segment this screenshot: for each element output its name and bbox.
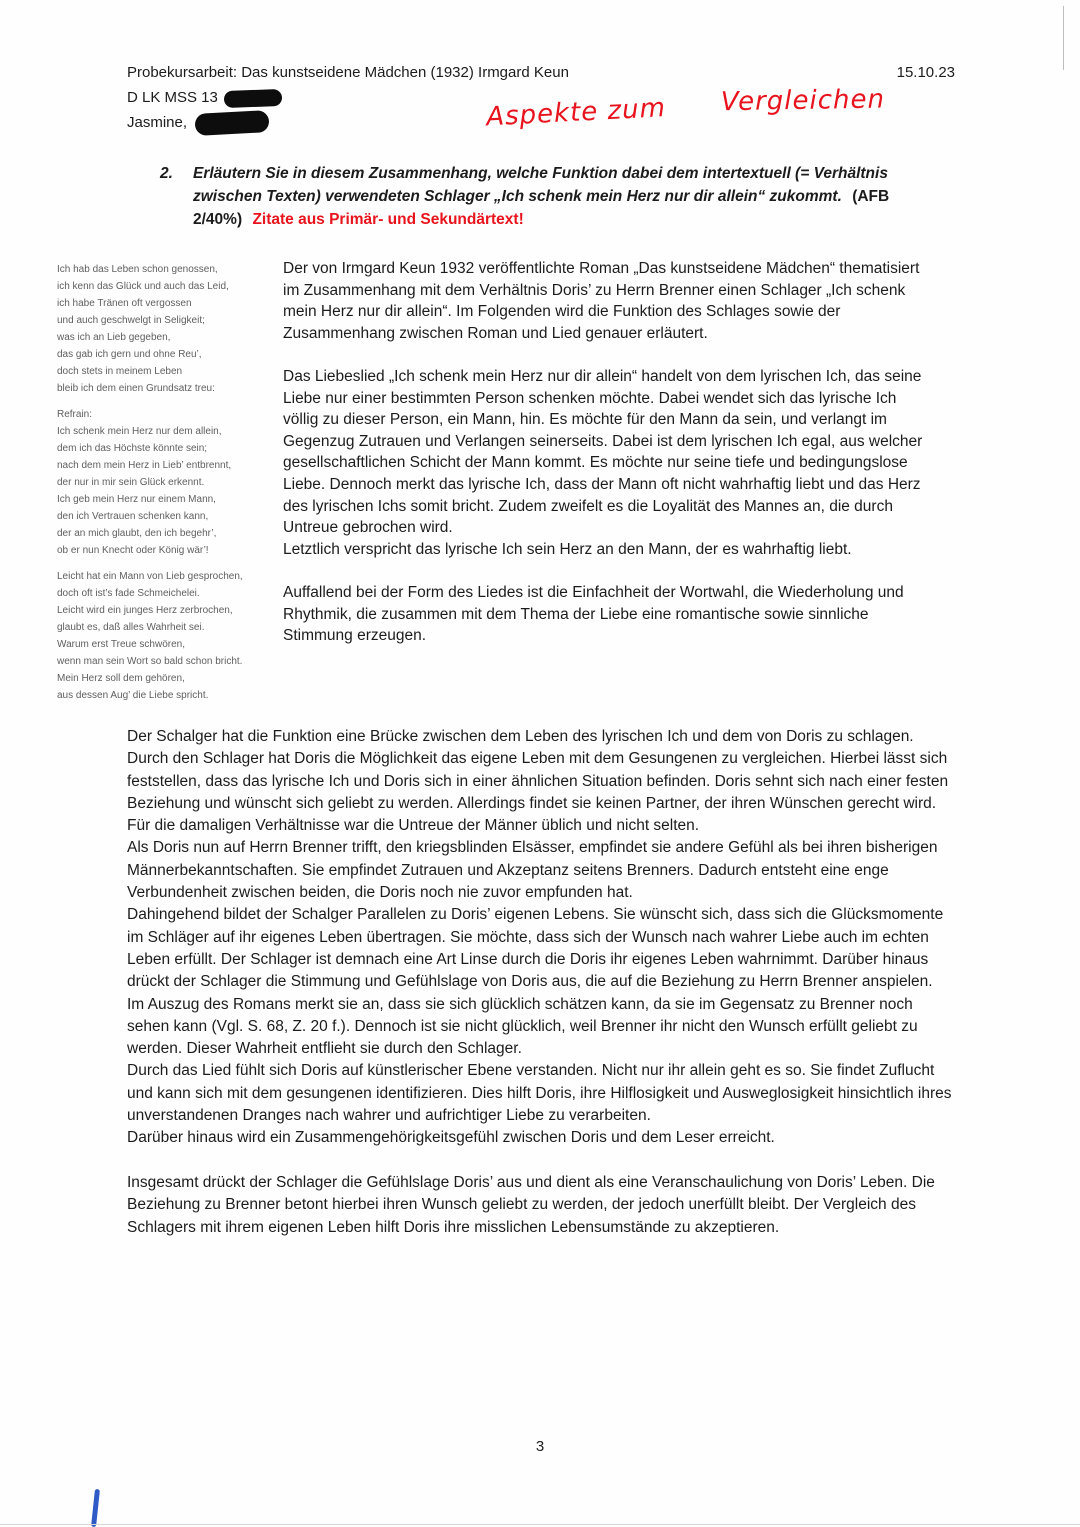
- lyric-line: wenn man sein Wort so bald schon bricht.: [57, 656, 243, 667]
- lyric-line: doch stets in meinem Leben: [57, 366, 183, 377]
- essay-paragraph: [127, 1150, 957, 1172]
- essay-paragraph: [283, 344, 925, 366]
- lyric-line: das gab ich gern und ohne Reu’,: [57, 349, 202, 360]
- lyric-line: und auch geschwelgt in Seligkeit;: [57, 315, 205, 326]
- lyric-line: den ich Vertrauen schenken kann,: [57, 511, 209, 522]
- lyric-line: Ich hab das Leben schon genossen,: [57, 264, 218, 275]
- song-lyrics: [57, 261, 275, 704]
- lyric-line: Refrain:: [57, 409, 93, 420]
- essay-paragraph: Insgesamt drückt der Schlager die Gefühlslage Doris’ aus und dient als eine Veranschaulichung von Doris’ Leben. Die Beziehung zu Brenner betont hierbei ihren Wunsch geliebt zu werden, der jedoch unerfüllt bleibt. Der Vergleich des Schlagers mit ihrem eigenen Leben hilft Doris ihre misslichen Lebensumstände zu akzeptieren.: [127, 1173, 935, 1236]
- essay-paragraph: Durch das Lied fühlt sich Doris auf künstlerischer Ebene verstanden. Nicht nur ihr allein geht es so. Sie findet Zuflucht und kann sich mit dem gesungenen identifizieren. Dies hilft Doris, ihre Hilflosigkeit und Ausweglosigkeit hinsichtlich ihres unverstandenen Dranges nach wahrer und aufrichtiger Liebe zu verarbeiten.: [127, 1062, 952, 1125]
- lyric-line: doch oft ist’s fade Schmeichelei.: [57, 588, 200, 599]
- essay-full-width: [127, 726, 957, 1239]
- essay-paragraph: Letztlich verspricht das lyrische Ich sein Herz an den Mann, der es wahrhaftig liebt.: [283, 540, 852, 558]
- lyric-line: Leicht wird ein junges Herz zerbrochen,: [57, 605, 233, 616]
- essay-column: [283, 258, 925, 647]
- scan-artifact-bottom: [0, 1524, 1080, 1525]
- lyric-line: was ich an Lieb gegeben,: [57, 332, 171, 343]
- essay-paragraph: Auffallend bei der Form des Liedes ist die Einfachheit der Wortwahl, die Wiederholung und Rhythmik, die zusammen mit dem Thema der Liebe eine romantische sowie sinnliche Stimmung erzeugen.: [283, 583, 904, 645]
- essay-paragraph: Im Auszug des Romans merkt sie an, dass sie sich glücklich schätzen kann, da sie im Gegensatz zu Brenner noch sehen kann (Vgl. S. 68, Z. 20 f.). Dennoch ist sie nicht glücklich, weil Brenner ihr nicht den Wunsch erfüllt geliebt zu werden. Dieser Wahrheit entflieht sie durch den Schlager.: [127, 995, 918, 1058]
- lyric-line: Warum erst Treue schwören,: [57, 639, 186, 650]
- pen-mark: [91, 1489, 100, 1527]
- lyric-line: Leicht hat ein Mann von Lieb gesprochen,: [57, 571, 243, 582]
- essay-paragraph: Dahingehend bildet der Schalger Parallelen zu Doris’ eigenen Lebens. Sie wünscht sich, dass sich die Glücksmomente im Schläger auf ihr eigenes Leben übertragen. Sie möchte, dass sich der Wunsch nach wahrer Liebe auch im echten Leben erfüllt. Der Schlager ist demnach eine Art Linse durch die Doris ihr eigenes Leben wahrnimmt. Darüber hinaus drückt der Schlager die Stimmung und Gefühlslage von Doris aus, die auf die Beziehung zu Herrn Brenner anspielen.: [127, 906, 944, 991]
- task-afb-label: (AFB 2/40%): [193, 188, 890, 228]
- lyric-line: [57, 559, 275, 568]
- essay-paragraph: Der von Irmgard Keun 1932 veröffentlichte Roman „Das kunstseidene Mädchen“ thematisiert im Zusammenhang mit dem Verhältnis Doris’ zu Herrn Brenner einen Schlager „Ich schenk mein Herz nur dir allein“. Im Folgenden wird die Funktion des Schlages sowie der Zusammenhang zwischen Roman und Lied genauer erläutert.: [283, 260, 920, 342]
- course-label: D LK MSS 13: [127, 89, 218, 106]
- lyric-line: bleib ich dem einen Grundsatz treu:: [57, 383, 215, 394]
- redaction-mark: [224, 89, 283, 108]
- task-number: 2.: [160, 165, 173, 182]
- lyric-line: ich kenn das Glück und auch das Leid,: [57, 281, 229, 292]
- lyric-line: Ich schenk mein Herz nur dem allein,: [57, 426, 222, 437]
- lyric-line: ob er nun Knecht oder König wär’!: [57, 545, 209, 556]
- page-number: 3: [535, 1438, 545, 1455]
- lyric-line: Ich geb mein Herz nur einem Mann,: [57, 494, 216, 505]
- lyric-line: ich habe Tränen oft vergossen: [57, 298, 192, 309]
- handwritten-annotation-part1: Aspekte zum: [485, 93, 667, 133]
- student-name: Jasmine,: [127, 114, 188, 131]
- lyric-line: der nur in mir sein Glück erkennt.: [57, 477, 205, 488]
- essay-paragraph: Das Liebeslied „Ich schenk mein Herz nur dir allein“ handelt von dem lyrischen Ich, das seine Liebe nur einer bestimmten Person schenken möchte. Dabei wendet sich das lyrische Ich völlig zu dieser Person, ein Mann, hin. Es möchte für den Mann da sein, und verlangt im Gegenzug Zutrauen und Verlangen seinerseits. Dabei ist dem lyrischen Ich egal, aus welcher gesellschaftlichen Schicht der Mann kommt. Es möchte nur seine tiefe und bedingungslose Liebe. Dennoch merkt das lyrische Ich, dass der Mann oft nicht wahrhaftig liebt und das Herz des lyrischen Ichs somit bricht. Zudem zweifelt es die Loyalität des Mannes an, die durch Untreue gebrochen wird.: [283, 367, 923, 537]
- lyric-line: der an mich glaubt, den ich begehr’,: [57, 528, 217, 539]
- essay-paragraph: Darüber hinaus wird ein Zusammengehörigkeitsgefühl zwischen Doris und dem Leser erreicht.: [127, 1129, 775, 1147]
- lyric-line: [57, 397, 275, 406]
- task-2: [160, 162, 935, 231]
- header-title-row: [127, 60, 955, 85]
- lyric-line: glaubt es, daß alles Wahrheit sei.: [57, 622, 205, 633]
- lyric-line: dem ich das Höchste könnte sein;: [57, 443, 208, 454]
- lyric-line: nach dem mein Herz in Lieb’ entbrennt,: [57, 460, 232, 471]
- handwritten-annotation-part2: Vergleichen: [720, 84, 886, 118]
- redaction-mark: [195, 110, 270, 136]
- essay-paragraph: Der Schalger hat die Funktion eine Brücke zwischen dem Leben des lyrischen Ich und dem von Doris zu schlagen. Durch den Schlager hat Doris die Möglichkeit das eigene Leben mit dem Gesungenen zu vergleichen. Hierbei lässt sich feststellen, dass das lyrische Ich und Doris sich in einer ähnlichen Situation befinden. Doris sehnt sich nach einer festen Beziehung und wünscht sich geliebt zu werden. Allerdings findet sie keinen Partner, der ihren Wünschen gerecht wird. Für die damaligen Verhältnisse war die Untreue der Männer üblich und nicht selten.: [127, 728, 949, 835]
- lyric-line: aus dessen Aug’ die Liebe spricht.: [57, 690, 209, 701]
- document-title: Probekursarbeit: Das kunstseidene Mädchen (1932) Irmgard Keun: [127, 64, 569, 81]
- document-date: 15.10.23: [896, 64, 955, 81]
- task-text: Erläutern Sie in diesem Zusammenhang, welche Funktion dabei dem intertextuell (= Verhältnis zwischen Texten) verwendeten Schlager „Ich schenk mein Herz nur dir allein“ zukommt.: [193, 165, 888, 205]
- task-body: [193, 162, 935, 231]
- task-red-note: Zitate aus Primär- und Sekundärtext!: [252, 211, 524, 228]
- lyric-line: Mein Herz soll dem gehören,: [57, 673, 185, 684]
- scan-artifact-right: [1063, 6, 1064, 70]
- essay-paragraph: Als Doris nun auf Herrn Brenner trifft, den kriegsblinden Elsässer, empfindet sie andere Gefühl als bei ihren bisherigen Männerbekanntschaften. Sie empfindet Zutrauen und Akzeptanz seitens Brenners. Dadurch entsteht eine enge Verbundenheit zwischen beiden, die Doris noch nie zuvor empfunden hat.: [127, 839, 938, 902]
- essay-paragraph: [283, 560, 925, 582]
